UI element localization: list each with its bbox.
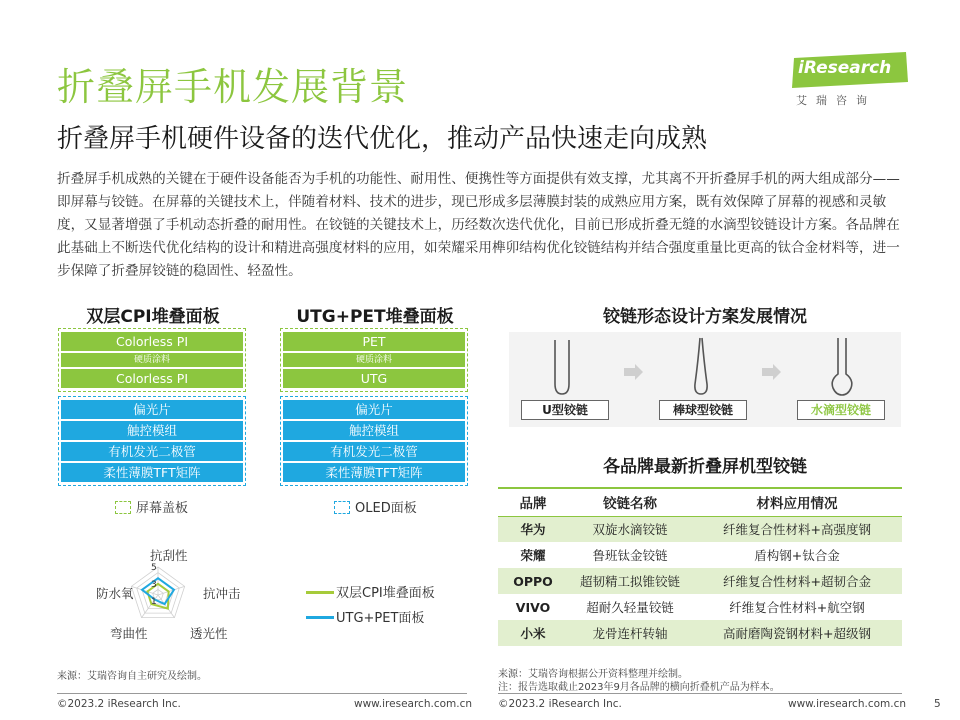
legend-oled-label: OLED面板 xyxy=(355,501,417,516)
table-cell: 小米 xyxy=(498,620,568,646)
table-cell: 盾构钢+钛合金 xyxy=(754,548,840,563)
table-header: 铰链名称 xyxy=(568,488,692,516)
cpi-layer: 触控模组 xyxy=(61,421,243,440)
hinge-label-baseball: 棒球型铰链 xyxy=(659,400,747,420)
hinge-section-title: 铰链形态设计方案发展情况 xyxy=(603,307,807,327)
legend-screen-cover xyxy=(115,497,188,516)
hinge-label-waterdrop: 水滴型铰链 xyxy=(797,400,885,420)
legend-cover-label: 屏幕盖板 xyxy=(136,501,189,516)
utg-layer: 柔性薄膜TFT矩阵 xyxy=(283,463,465,482)
legend-cover-swatch-icon xyxy=(115,501,131,514)
footer-url-left: www.iresearch.com.cn xyxy=(354,698,473,710)
hinge-label-u: U型铰链 xyxy=(521,400,609,420)
page-number: 5 xyxy=(934,698,941,710)
footer-copyright-left: ©2023.2 iResearch Inc. xyxy=(57,698,181,710)
arrow-right-icon xyxy=(624,364,643,380)
legend-line-icon xyxy=(306,591,334,594)
radar-legend-label: 双层CPI堆叠面板 xyxy=(336,586,435,601)
utg-cover-group xyxy=(280,328,468,392)
cpi-layer: 柔性薄膜TFT矩阵 xyxy=(61,463,243,482)
table-row xyxy=(498,568,902,594)
baseball-hinge-shape-icon xyxy=(695,338,707,394)
cpi-layer: 有机发光二极管 xyxy=(61,442,243,461)
cpi-cover-group xyxy=(58,328,246,392)
footer-url-right: www.iresearch.com.cn xyxy=(788,698,907,710)
table-cell: 超耐久轻量铰链 xyxy=(586,600,674,615)
radar-axis-label: 弯曲性 xyxy=(110,626,148,641)
utg-layer: 触控模组 xyxy=(283,421,465,440)
table-cell: 纤维复合性材料+航空钢 xyxy=(729,600,865,615)
table-cell: 纤维复合性材料+超韧合金 xyxy=(692,568,902,594)
table-cell: 纤维复合性材料+高强度钢 xyxy=(692,516,902,542)
legend-oled-swatch-icon xyxy=(334,501,350,514)
cpi-layer: Colorless PI xyxy=(61,332,243,351)
footer-divider-left xyxy=(57,693,467,694)
cpi-stack xyxy=(58,328,246,486)
footer-copyright-right: ©2023.2 iResearch Inc. xyxy=(498,698,622,710)
footer-divider-right xyxy=(498,693,902,694)
table-cell: 荣耀 xyxy=(520,548,546,563)
utg-layer: 偏光片 xyxy=(283,400,465,419)
cpi-stack-title: 双层CPI堆叠面板 xyxy=(86,307,220,327)
utg-oled-group xyxy=(280,396,468,486)
cpi-layer: Colorless PI xyxy=(61,369,243,388)
source-note-left: 来源：艾瑞咨询自主研究及绘制。 xyxy=(57,671,207,682)
radar-axis-label: 抗冲击 xyxy=(203,586,241,601)
legend-line-icon xyxy=(306,616,334,619)
utg-stack-title: UTG+PET堆叠面板 xyxy=(296,307,454,327)
table-cell: 高耐磨陶瓷钢材料+超级钢 xyxy=(692,620,902,646)
table-cell: OPPO xyxy=(498,568,568,594)
utg-layer: 有机发光二极管 xyxy=(283,442,465,461)
logo-subtext: 艾瑞咨询 xyxy=(796,94,876,107)
table-cell: 超韧精工拟锥铰链 xyxy=(568,568,692,594)
utg-stack xyxy=(280,328,468,486)
radar-tick-label: 5 xyxy=(151,563,157,573)
table-cell: 龙骨连杆转轴 xyxy=(568,620,692,646)
table-cell: 鲁班钛金铰链 xyxy=(592,548,668,563)
radar-legend-cpi xyxy=(306,582,435,601)
radar-axis-label: 抗刮性 xyxy=(150,548,188,563)
arrow-right-icon xyxy=(762,364,781,380)
cpi-oled-group xyxy=(58,396,246,486)
iresearch-logo xyxy=(790,52,915,108)
brand-hinge-table xyxy=(498,487,902,646)
intro-paragraph: 折叠屏手机成熟的关键在于硬件设备能否为手机的功能性、耐用性、便携性等方面提供有效支撑，尤其离不开折叠屏手机的两大组成部分——即屏幕与铰链。在屏幕的关键技术上，伴随着材料、技术的进步，现已形成多层薄膜封装的成熟应用方案，既有效保障了屏幕的视感和灵敏度，又显著增强了手机动态折叠的耐用性。在铰链的关键技术上，历经数次迭代优化，目前已形成折叠无缝的水滴型铰链设计方案。各品牌在此基础上不断迭代优化结构的设计和精进高强度材料的应用，如荣耀采用榫卯结构优化铰链结构并结合强度重量比更高的钛合金材料等，进一步保障了折叠屏铰链的稳固性、轻盈性。 xyxy=(57,171,900,279)
waterdrop-hinge-shape-icon xyxy=(832,338,852,395)
table-header: 品牌 xyxy=(498,488,568,516)
source-note-right: 来源：艾瑞咨询根据公开资料整理并绘制。 xyxy=(498,669,688,680)
table-cell: 华为 xyxy=(498,516,568,542)
radar-axis-label: 透光性 xyxy=(190,626,228,641)
radar-tick-label: 3 xyxy=(151,580,157,590)
utg-layer: UTG xyxy=(283,369,465,388)
brand-table-title: 各品牌最新折叠屏机型铰链 xyxy=(603,457,807,477)
logo-text: iResearch xyxy=(798,58,892,78)
radar-axis-label: 防水氧 xyxy=(96,586,134,601)
table-row xyxy=(498,620,902,646)
utg-layer: PET xyxy=(283,332,465,351)
table-cell: VIVO xyxy=(515,599,551,615)
radar-legend-label: UTG+PET面板 xyxy=(336,611,425,626)
hinge-diagram xyxy=(509,332,901,427)
page-subtitle: 折叠屏手机硬件设备的迭代优化，推动产品快速走向成熟 xyxy=(57,124,708,154)
cpi-layer: 硬质涂料 xyxy=(61,353,243,367)
legend-oled-panel xyxy=(334,497,417,516)
table-row xyxy=(498,594,902,620)
table-header: 材料应用情况 xyxy=(692,488,902,516)
source-footnote-right: 注：报告选取截止2023年9月各品牌的横向折叠机产品为样本。 xyxy=(498,682,780,693)
page-title: 折叠屏手机发展背景 xyxy=(57,65,409,109)
utg-layer: 硬质涂料 xyxy=(283,353,465,367)
table-cell: 双旋水滴铰链 xyxy=(568,516,692,542)
cpi-layer: 偏光片 xyxy=(61,400,243,419)
radar-tick-label: 1 xyxy=(151,597,157,607)
u-hinge-shape-icon xyxy=(555,340,569,394)
radar-legend-utg xyxy=(306,607,424,626)
table-row xyxy=(498,516,902,542)
table-header-row xyxy=(498,488,902,516)
table-row xyxy=(498,542,902,568)
